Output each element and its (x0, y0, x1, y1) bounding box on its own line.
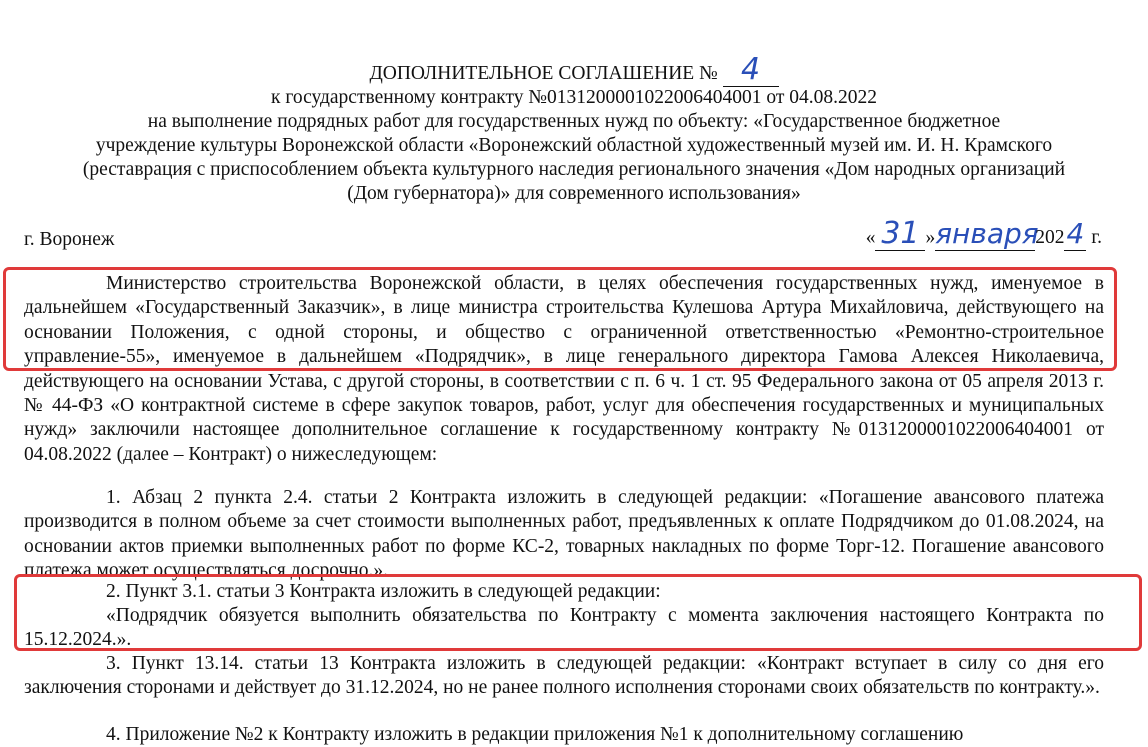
date-day (875, 216, 925, 251)
subject-line-1: на выполнение подрядных работ для государственных нужд по объекту: «Государственное бюджетное (147, 111, 1001, 132)
handwritten-year-digit: 4 (1066, 217, 1085, 250)
document-date (865, 216, 1102, 251)
item-2-title: 2. Пункт 3.1. статьи 3 Контракта изложить в следующей редакции: (106, 581, 661, 602)
year-suffix: г. (1086, 227, 1102, 248)
preamble-paragraph: Министерство строительства Воронежской области, в целях обеспечения государственных нужд, именуемое в дальнейшем «Государственный Заказчик», в лице министра строительства Кулешова Артура Михайловича, действующего на основании Положения, с одной стороны, и общество с ограниченной ответственностью «Ремонтно-строительное управление-55», именуемое в дальнейшем «Подрядчик», в лице генерального директора Гамова Алексея Николаевича, действующего на основании Устава, с другой стороны, в соответствии с п. 6 ч. 1 ст. 95 Федерального закона от 05 апреля 2013 г. № 44-ФЗ «О контрактной системе в сфере закупок товаров, работ, услуг для обеспечения государственных и муниципальных нужд» заключили настоящее дополнительное соглашение к государственному контракту №0131200001022006404001 от 04.08.2022 (далее – Контракт) о нижеследующем: (24, 273, 1104, 465)
quote-close: » (925, 227, 936, 248)
item-4-paragraph: 4. Приложение №2 к Контракту изложить в редакции приложения №1 к дополнительному соглашению (106, 724, 964, 745)
highlight-box-preamble (3, 267, 1117, 371)
date-year-digit (1064, 217, 1086, 251)
date-month (935, 217, 1039, 251)
city: г. Воронеж (24, 229, 115, 250)
contract-reference: к государственному контракту №0131200001022006404001 от 04.08.2022 (270, 87, 878, 108)
agreement-number (723, 52, 779, 87)
subject-line-3: (реставрация с приспособлением объекта культурного наследия регионального значения «Дом народных организаций (82, 159, 1066, 180)
handwritten-number: 4 (741, 52, 761, 87)
item-2-text: «Подрядчик обязуется выполнить обязательства по Контракту с момента заключения настоящего Контракта по 15.12.2024.». (24, 605, 1104, 651)
handwritten-day: 31 (881, 216, 920, 251)
handwritten-month: января (935, 217, 1039, 250)
item-3-paragraph: 3. Пункт 13.14. статьи 13 Контракта изложить в следующей редакции: «Контракт вступает в силу со дня его заключения сторонами и действует до 31.12.2024, но не ранее полного исполнения сторонами своих обязательств по контракту.». (24, 653, 1104, 699)
quote-open: « (865, 227, 876, 248)
highlight-box-item-2 (14, 574, 1142, 651)
title-prefix: ДОПОЛНИТЕЛЬНОЕ СОГЛАШЕНИЕ № (369, 63, 718, 84)
subject-line-2: учреждение культуры Воронежской области «Воронежский областной художественный музей им. И. Н. Крамского (95, 135, 1053, 156)
item-1-paragraph: 1. Абзац 2 пункта 2.4. статьи 2 Контракта изложить в следующей редакции: «Погашение авансового платежа производится в полном объеме за счет стоимости выполненных работ, предъявленных к оплате Подрядчиком до 01.08.2024, на основании актов приемки выполненных работ по форме КС-2, товарных накладных по форме Торг-12. Погашение авансового платежа может осуществляться досрочно.». (24, 487, 1104, 582)
year-prefix: 202 (1035, 227, 1065, 248)
document-title (0, 52, 1148, 87)
subject-line-4: (Дом губернатора)» для современного использования» (347, 183, 801, 204)
